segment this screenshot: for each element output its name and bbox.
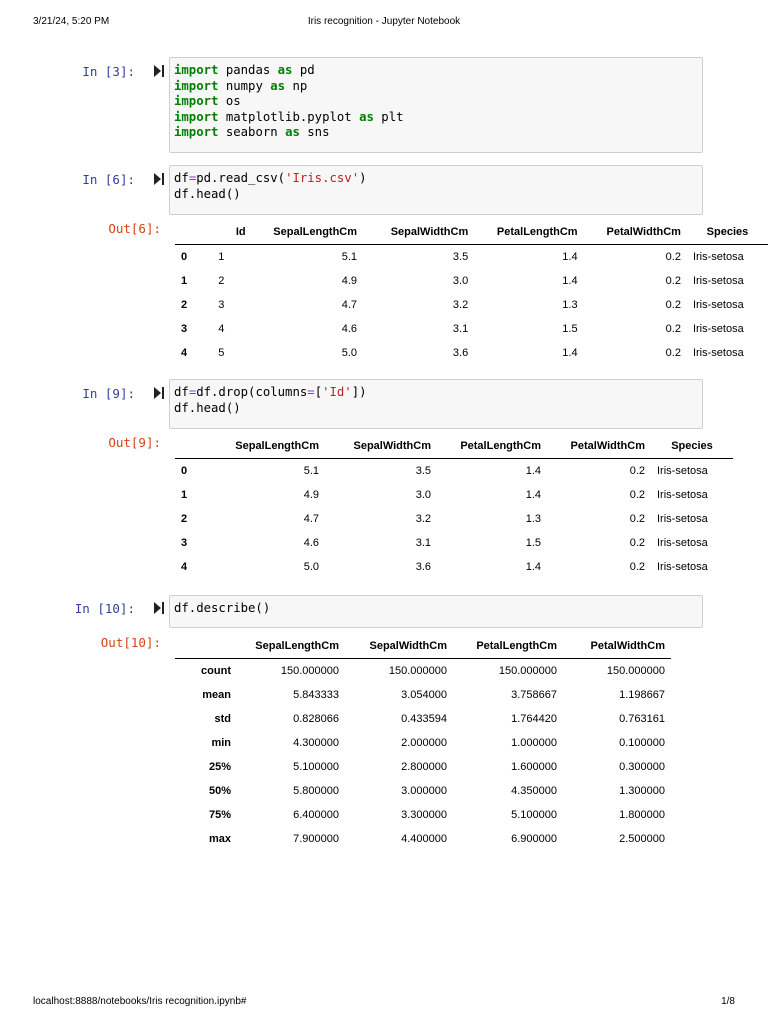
table-cell: 0.828066: [293, 713, 339, 725]
table-row: [175, 803, 671, 827]
code-token: sns: [299, 125, 330, 139]
column-header: PetalLengthCm: [474, 220, 583, 245]
table-cell: 3.0: [452, 275, 469, 287]
table-cell: Iris-setosa: [692, 347, 744, 359]
table-row: [175, 483, 733, 507]
table-cell: 2.800000: [401, 761, 447, 773]
run-cell-icon[interactable]: [154, 387, 164, 399]
code-token: import: [174, 109, 219, 124]
table-cell: 1.764420: [511, 713, 557, 725]
code-token: df.describe(): [174, 601, 271, 615]
code-token: =: [307, 385, 315, 399]
column-header: PetalLengthCm: [437, 434, 547, 459]
code-token: ): [359, 171, 367, 185]
dataframe-output: [175, 434, 733, 579]
table-cell: 0.2: [665, 299, 681, 311]
table-cell: 0.2: [629, 489, 645, 501]
table-cell: 7.900000: [293, 833, 339, 845]
table-row: [175, 507, 733, 531]
row-index: 1: [181, 489, 188, 501]
table-cell: 0.2: [629, 561, 645, 573]
row-index: 2: [181, 299, 188, 311]
column-header: PetalWidthCm: [547, 434, 651, 459]
table-cell: 0.2: [629, 537, 645, 549]
table-cell: 150.000000: [388, 665, 447, 677]
table-cell: Iris-setosa: [657, 489, 708, 501]
table-row: [175, 659, 671, 684]
code-area: [174, 171, 698, 202]
code-token: np: [285, 78, 308, 93]
code-line: [174, 79, 698, 95]
row-index: max: [208, 833, 231, 845]
run-cell-icon[interactable]: [154, 65, 164, 77]
table-cell: Iris-setosa: [692, 251, 744, 263]
table-cell: 3.758667: [511, 689, 557, 701]
code-line: [174, 63, 698, 79]
table-cell: 5.0: [303, 561, 319, 573]
table-row: [175, 555, 733, 579]
run-cell-icon[interactable]: [154, 602, 164, 614]
code-token: numpy: [218, 78, 271, 93]
table-row: [175, 269, 768, 293]
row-index: mean: [202, 689, 231, 701]
table-row: [175, 531, 733, 555]
out-prompt: Out[9]:: [108, 435, 161, 450]
table-cell: 3.300000: [401, 809, 447, 821]
code-line: [174, 385, 698, 401]
table-cell: 1.4: [562, 275, 578, 287]
table-row: [175, 341, 768, 365]
table-cell: Iris-setosa: [692, 299, 744, 311]
table-row: [175, 731, 671, 755]
table-header-row: [175, 634, 671, 659]
column-header: PetalLengthCm: [453, 634, 563, 659]
code-token: as: [285, 125, 300, 139]
code-token: 'Id': [322, 385, 352, 399]
column-header: Species: [651, 434, 733, 459]
table-cell: 5: [218, 347, 225, 359]
table-cell: 1: [218, 251, 225, 263]
table-cell: 150.000000: [606, 665, 665, 677]
code-token: df.drop(columns: [196, 385, 308, 399]
code-token: ]): [351, 385, 367, 399]
code-token: df.head(): [174, 400, 241, 415]
table-cell: 1.4: [525, 465, 541, 477]
code-input[interactable]: [169, 595, 703, 628]
table-cell: 4.350000: [511, 785, 557, 797]
table-cell: Iris-setosa: [657, 561, 708, 573]
table-row: [175, 707, 671, 731]
in-prompt: In [6]:: [82, 172, 135, 187]
in-prompt: In [10]:: [74, 601, 135, 616]
column-header: SepalLengthCm: [252, 220, 363, 245]
code-token: as: [277, 63, 293, 77]
row-index: 2: [181, 513, 188, 525]
code-token: df: [174, 171, 189, 185]
table-cell: 150.000000: [498, 665, 557, 677]
table-cell: 3: [218, 299, 225, 311]
table-cell: Iris-setosa: [657, 465, 708, 477]
code-token: import: [174, 78, 219, 93]
table-cell: 5.1: [303, 465, 319, 477]
table-cell: Iris-setosa: [692, 323, 744, 335]
code-token: =: [188, 385, 197, 399]
table-cell: 1.4: [562, 251, 578, 263]
column-header: [175, 220, 212, 245]
table-cell: Iris-setosa: [657, 513, 708, 525]
code-line: [174, 125, 698, 141]
column-header: SepalWidthCm: [325, 434, 437, 459]
row-index: min: [211, 737, 231, 749]
table-row: [175, 317, 768, 341]
table-cell: 5.800000: [293, 785, 339, 797]
code-line: [174, 601, 698, 617]
print-page-number: 1/8: [721, 996, 735, 1007]
table-cell: 1.4: [525, 489, 541, 501]
table-row: [175, 459, 733, 484]
column-header: [175, 634, 237, 659]
code-line: [174, 110, 698, 126]
in-prompt: In [3]:: [82, 64, 135, 79]
table-cell: 0.2: [629, 513, 645, 525]
table-cell: Iris-setosa: [692, 275, 744, 287]
row-index: 3: [181, 323, 188, 335]
table-cell: 6.900000: [511, 833, 557, 845]
table-cell: 0.100000: [619, 737, 665, 749]
code-token: plt: [373, 109, 404, 124]
code-input[interactable]: [169, 379, 703, 429]
table-cell: 5.100000: [511, 809, 557, 821]
code-area: [174, 385, 698, 416]
table-row: [175, 245, 768, 270]
table-cell: 4.9: [341, 275, 358, 287]
column-header: SepalWidthCm: [345, 634, 453, 659]
table-cell: 3.6: [415, 561, 431, 573]
table-cell: 1.198667: [619, 689, 665, 701]
code-token: pandas: [218, 63, 278, 77]
table-header-row: [175, 434, 733, 459]
table-cell: 5.0: [341, 347, 358, 359]
table-cell: 3.0: [415, 489, 431, 501]
table-cell: 2.000000: [401, 737, 447, 749]
code-token: pd.read_csv(: [196, 171, 286, 185]
code-input[interactable]: [169, 57, 703, 153]
table-header-row: [175, 220, 768, 245]
describe-output: [175, 634, 671, 851]
code-token: as: [270, 78, 286, 93]
code-line: [174, 94, 698, 110]
table-cell: 1.4: [525, 561, 541, 573]
code-token: 'Iris.csv': [285, 171, 360, 185]
run-cell-icon[interactable]: [154, 173, 164, 185]
table-cell: 0.2: [665, 275, 681, 287]
table-cell: 3.000000: [401, 785, 447, 797]
code-token: import: [174, 63, 219, 77]
table-cell: 2.500000: [619, 833, 665, 845]
code-input[interactable]: [169, 165, 703, 215]
row-index: 3: [181, 537, 188, 549]
code-line: [174, 187, 698, 203]
print-datetime: 3/21/24, 5:20 PM: [33, 16, 110, 27]
column-header: SepalWidthCm: [363, 220, 474, 245]
in-prompt: In [9]:: [82, 386, 135, 401]
table-cell: 1.800000: [619, 809, 665, 821]
table-cell: 5.843333: [293, 689, 339, 701]
table-row: [175, 293, 768, 317]
out-prompt: Out[6]:: [108, 221, 161, 236]
table-row: [175, 683, 671, 707]
table-cell: 4: [218, 323, 225, 335]
table-cell: 4.9: [303, 489, 319, 501]
code-line: [174, 401, 698, 417]
table-row: [175, 755, 671, 779]
out-prompt: Out[10]:: [100, 635, 161, 650]
table-cell: 4.400000: [401, 833, 447, 845]
row-index: 4: [181, 347, 188, 359]
row-index: 25%: [208, 761, 231, 773]
code-area: [174, 601, 698, 617]
table-cell: 1.3: [562, 299, 578, 311]
table-cell: 0.2: [665, 323, 681, 335]
code-token: pd: [292, 63, 315, 77]
column-header: PetalWidthCm: [584, 220, 687, 245]
column-header: Id: [212, 220, 251, 245]
print-title: Iris recognition - Jupyter Notebook: [307, 16, 461, 27]
table-cell: 1.000000: [511, 737, 557, 749]
table-cell: 4.300000: [293, 737, 339, 749]
code-token: import: [174, 94, 219, 108]
table-cell: 0.763161: [619, 713, 665, 725]
table-cell: 2: [218, 275, 225, 287]
column-header: SepalLengthCm: [237, 634, 345, 659]
table-cell: 1.4: [562, 347, 578, 359]
table-cell: Iris-setosa: [657, 537, 708, 549]
table-cell: 3.5: [452, 251, 469, 263]
table-row: [175, 779, 671, 803]
code-token: =: [188, 171, 197, 185]
table-cell: 3.1: [452, 323, 469, 335]
table-cell: 5.1: [341, 251, 358, 263]
table-cell: 4.7: [303, 513, 319, 525]
code-line: [174, 171, 698, 187]
code-token: as: [359, 109, 374, 124]
table-cell: 1.300000: [619, 785, 665, 797]
table-cell: 1.5: [562, 323, 578, 335]
table-cell: 4.6: [303, 537, 319, 549]
table-cell: 0.300000: [619, 761, 665, 773]
table-cell: 3.5: [415, 465, 431, 477]
code-token: [: [314, 385, 323, 399]
row-index: 75%: [208, 809, 231, 821]
code-token: df: [174, 385, 189, 399]
row-index: 50%: [208, 785, 231, 797]
table-cell: 0.2: [665, 251, 681, 263]
print-url: localhost:8888/notebooks/Iris recognition.ipynb#: [33, 996, 247, 1007]
column-header: SepalLengthCm: [213, 434, 325, 459]
table-cell: 3.6: [452, 347, 469, 359]
column-header: [175, 434, 213, 459]
row-index: 4: [181, 561, 188, 573]
code-token: os: [218, 94, 241, 108]
table-cell: 4.6: [341, 323, 358, 335]
table-cell: 1.600000: [511, 761, 557, 773]
table-cell: 150.000000: [280, 665, 339, 677]
table-cell: 1.5: [525, 537, 541, 549]
table-cell: 3.1: [415, 537, 431, 549]
column-header: PetalWidthCm: [563, 634, 671, 659]
table-cell: 3.2: [452, 299, 469, 311]
column-header: Species: [687, 220, 768, 245]
row-index: 0: [181, 465, 188, 477]
table-row: [175, 827, 671, 851]
table-cell: 4.7: [341, 299, 358, 311]
row-index: count: [201, 665, 231, 677]
code-token: matplotlib.pyplot: [218, 109, 360, 124]
table-cell: 0.2: [629, 465, 645, 477]
dataframe-output: [175, 220, 768, 365]
code-token: import: [174, 125, 219, 139]
code-token: df.head(): [174, 186, 241, 201]
code-area: [174, 63, 698, 141]
row-index: 1: [181, 275, 188, 287]
table-cell: 6.400000: [293, 809, 339, 821]
table-cell: 0.433594: [401, 713, 447, 725]
table-cell: 0.2: [665, 347, 681, 359]
table-cell: 1.3: [525, 513, 541, 525]
code-token: seaborn: [218, 125, 286, 139]
row-index: std: [214, 713, 231, 725]
table-cell: 5.100000: [293, 761, 339, 773]
table-cell: 3.2: [415, 513, 431, 525]
row-index: 0: [181, 251, 188, 263]
table-cell: 3.054000: [401, 689, 447, 701]
